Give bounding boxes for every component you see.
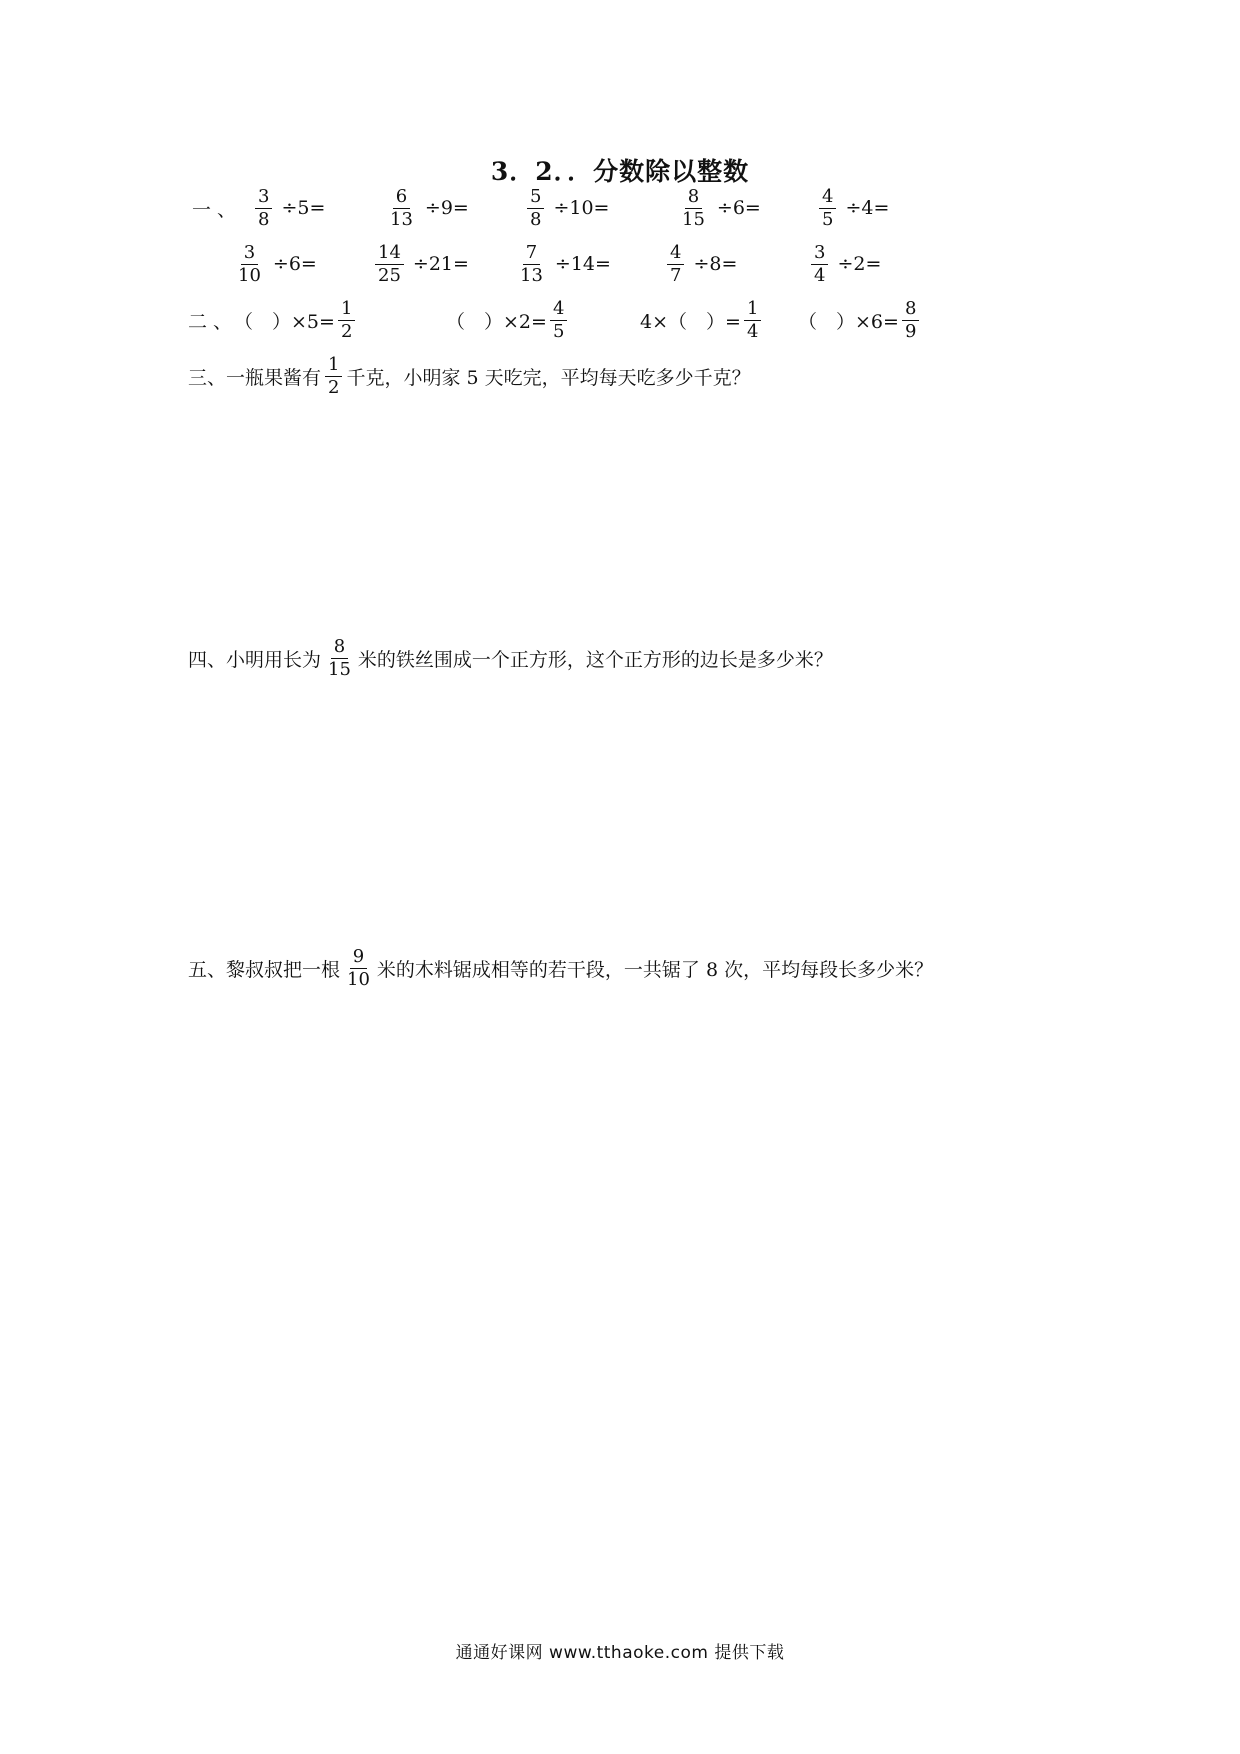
fraction: $\frac{1}{4}$ <box>744 298 761 343</box>
division-problem: $\frac{4}{5}$ ÷4= <box>816 180 889 236</box>
section-1-row-1 <box>0 180 1240 236</box>
fraction: $\frac{3}{10}$ <box>238 241 261 286</box>
division-problem: $\frac{8}{15}$ ÷6= <box>676 180 761 236</box>
section-1-row-2 <box>0 236 1240 292</box>
question-5: 五、黎叔叔把一根 $\frac{9}{10}$ 米的木料锯成相等的若干段，一共锯了 8 次，平均每段长多少米？ <box>188 945 934 990</box>
fill-blank-problem: （ ）×6= $\frac{8}{9}$ <box>798 292 922 348</box>
division-problem: $\frac{4}{7}$ ÷8= <box>664 236 737 292</box>
footer-credit: 通通好课网 www.tthaoke.com 提供下载 <box>455 1643 785 1663</box>
fraction: $\frac{4}{5}$ <box>550 298 567 343</box>
fraction: $\frac{7}{13}$ <box>520 241 543 286</box>
question-3: 三、一瓶果酱有 $\frac{1}{2}$ 千克，小明家 5 天吃完，平均每天吃多少千克？ <box>188 353 751 398</box>
section-2-label <box>188 292 232 348</box>
section-label: 二 、 <box>188 310 233 333</box>
fraction: $\frac{14}{25}$ <box>375 242 404 287</box>
section-1-label <box>192 180 236 236</box>
fraction: $\frac{3}{4}$ <box>811 242 828 287</box>
division-problem: $\frac{14}{25}$ ÷21= <box>372 236 469 292</box>
division-problem: $\frac{3}{4}$ ÷2= <box>808 236 881 292</box>
fraction: $\frac{8}{15}$ <box>682 185 705 230</box>
fraction: $\frac{1}{2}$ <box>338 298 355 343</box>
fraction: $\frac{4}{5}$ <box>819 186 836 231</box>
fraction: $\frac{9}{10}$ <box>347 945 370 990</box>
fill-blank-problem: （ ）×5= $\frac{1}{2}$ <box>234 292 358 348</box>
division-problem: $\frac{5}{8}$ ÷10= <box>524 180 609 236</box>
fraction: $\frac{6}{13}$ <box>390 185 413 230</box>
fraction: $\frac{5}{8}$ <box>527 186 544 231</box>
division-problem: $\frac{3}{8}$ ÷5= <box>252 180 325 236</box>
fraction: $\frac{8}{9}$ <box>902 298 919 343</box>
question-4: 四、小明用长为 $\frac{8}{15}$ 米的铁丝围成一个正方形，这个正方形的边长是多少米？ <box>188 635 833 680</box>
division-problem: $\frac{6}{13}$ ÷9= <box>384 180 469 236</box>
section-label: 一 、 <box>192 198 237 221</box>
division-problem: $\frac{3}{10}$ ÷6= <box>232 236 317 292</box>
fill-blank-problem: （ ）×2= $\frac{4}{5}$ <box>446 292 570 348</box>
fraction: $\frac{1}{2}$ <box>325 354 342 399</box>
division-problem: $\frac{7}{13}$ ÷14= <box>514 236 611 292</box>
fraction: $\frac{4}{7}$ <box>667 242 684 287</box>
page-title: 3．2．．分数除以整数 <box>490 157 750 186</box>
section-2-row <box>0 292 1240 348</box>
fraction: $\frac{8}{15}$ <box>328 635 351 680</box>
fill-blank-problem: 4×（ ）= $\frac{1}{4}$ <box>640 292 764 348</box>
fraction: $\frac{3}{8}$ <box>255 186 272 231</box>
